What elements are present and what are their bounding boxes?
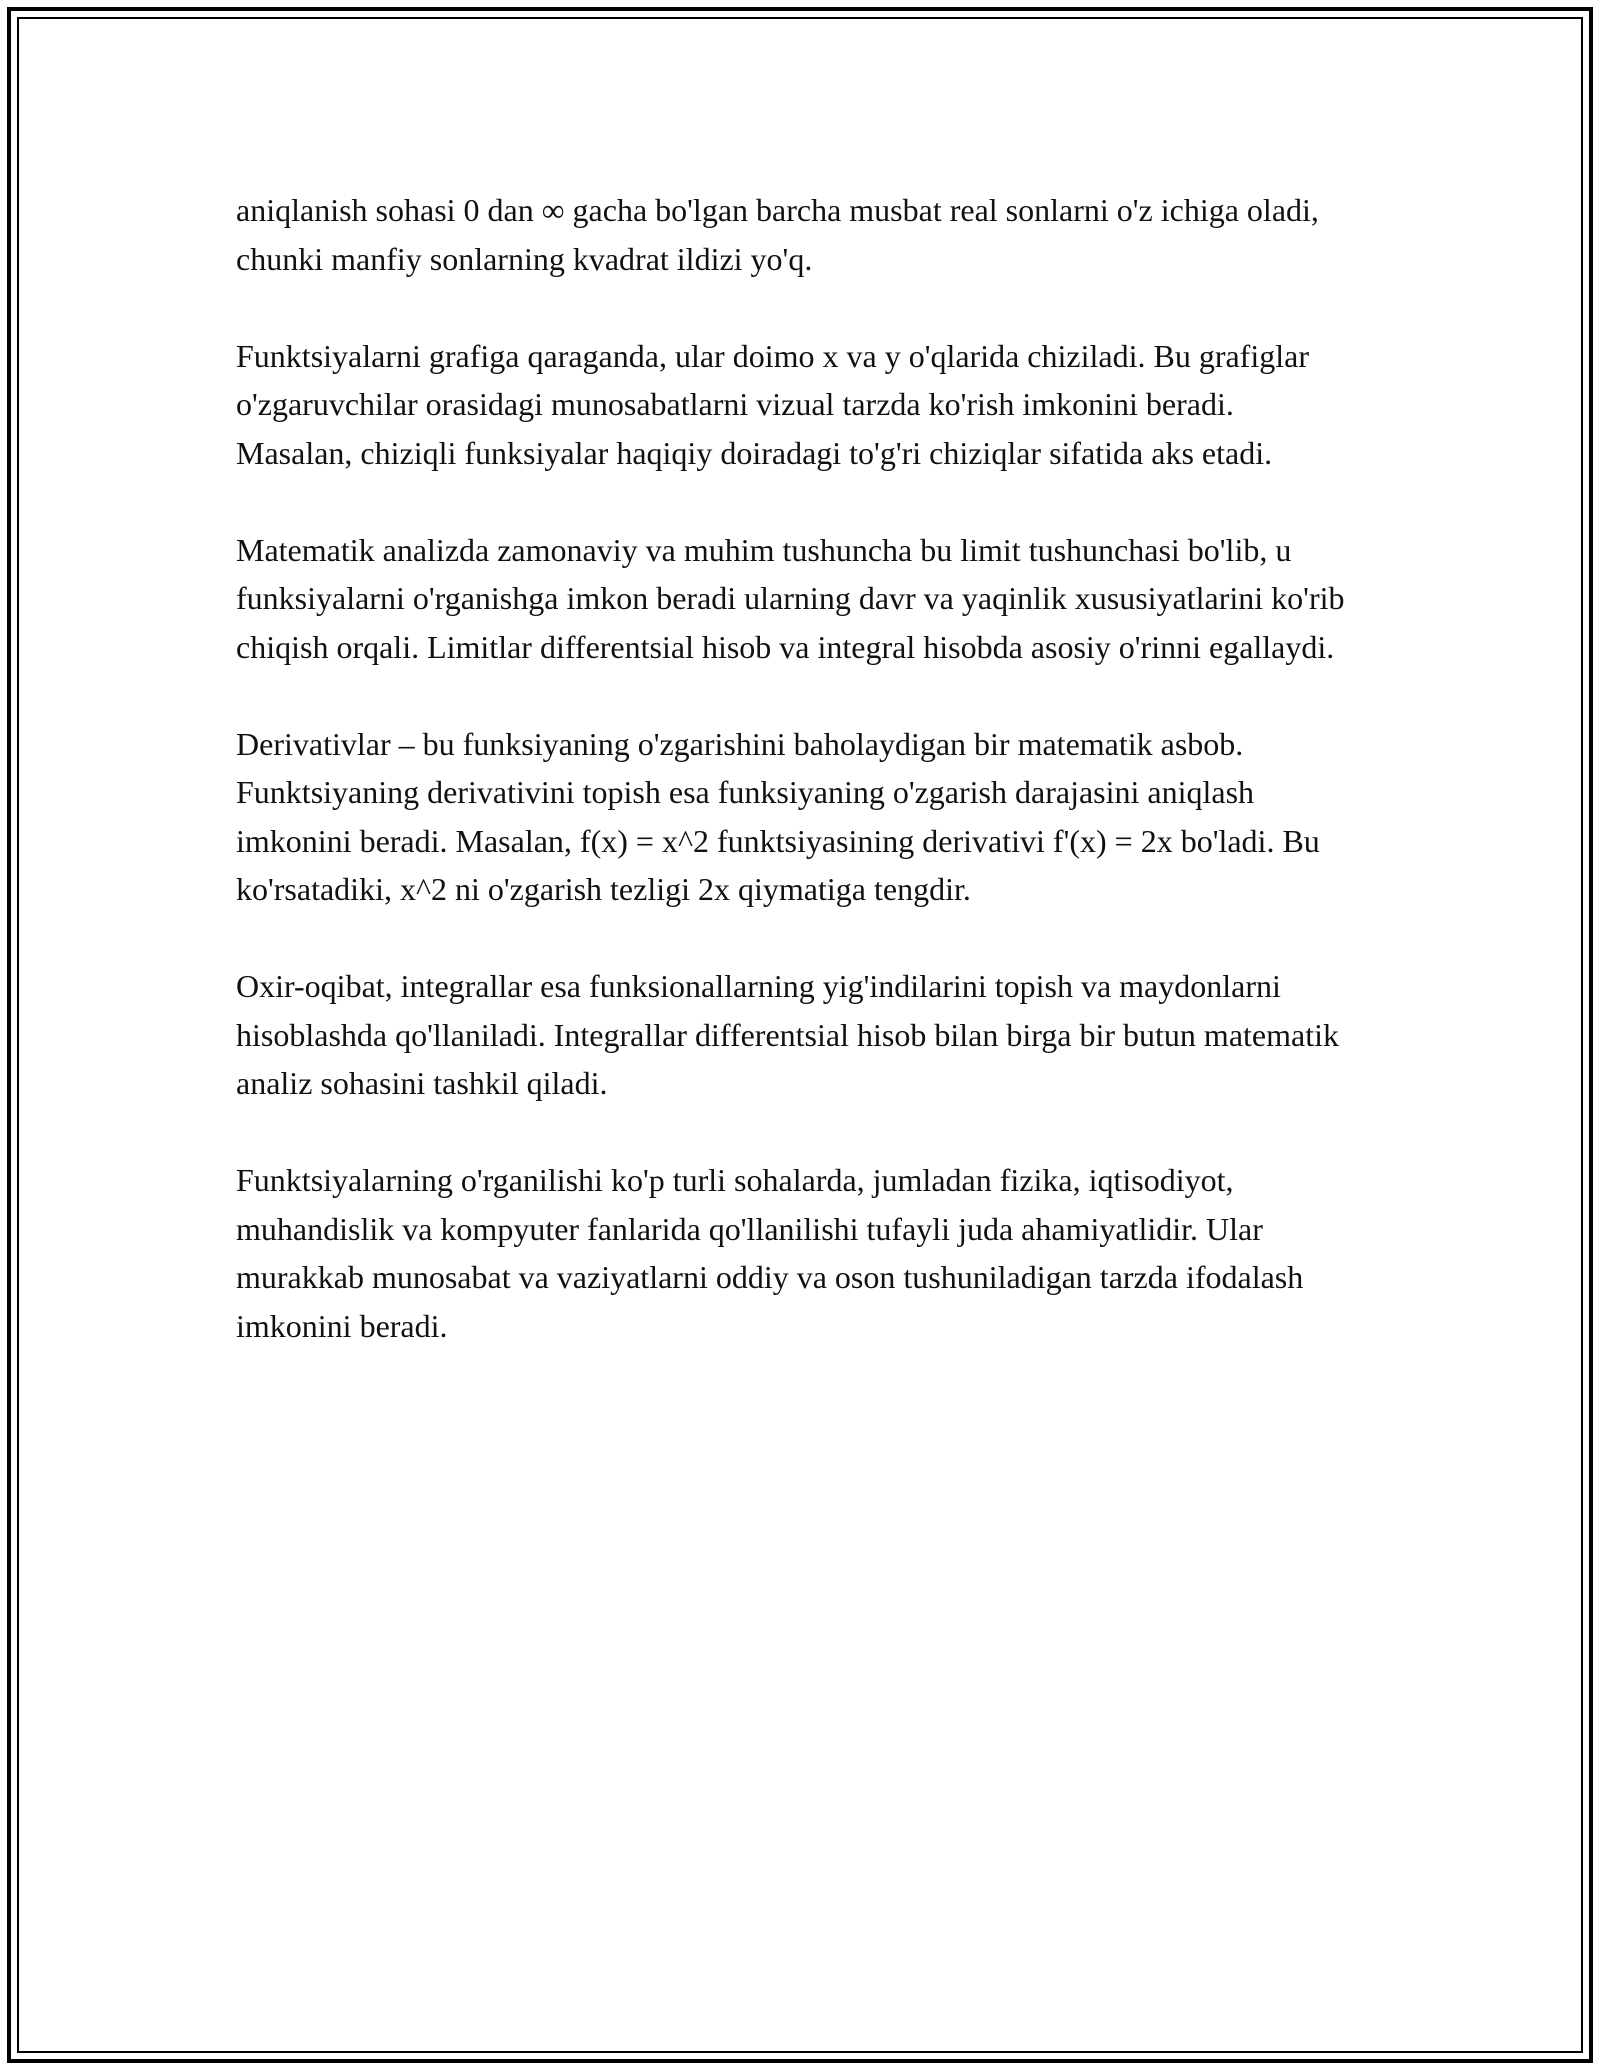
- document-body: [236, 186, 1356, 1399]
- paragraph: Funktsiyalarning o'rganilishi ko'p turli sohalarda, jumladan fizika, iqtisodiyot, muhandislik va kompyuter fanlarida qo'llanilishi tufayli juda ahamiyatlidir. Ular murakkab munosabat va vaziyatlarni oddiy va oson tushuniladigan tarzda ifodalash imkonini beradi.: [236, 1162, 1304, 1344]
- paragraph: Funktsiyalarni grafiga qaraganda, ular doimo x va y o'qlarida chiziladi. Bu grafiglar o'zgaruvchilar orasidagi munosabatlarni vizual tarzda ko'rish imkonini beradi. Masalan, chiziqli funksiyalar haqiqiy doiradagi to'g'ri chiziqlar sifatida aks etadi.: [236, 337, 1309, 471]
- paragraph: Derivativlar – bu funksiyaning o'zgarishini baholaydigan bir matematik asbob. Funktsiyaning derivativini topish esa funksiyaning o'zgarish darajasini aniqlash imkonini beradi. Masalan, f(x) = x^2 funktsiyasining derivativi f'(x) = 2x bo'ladi. Bu ko'rsatadiki, x^2 ni o'zgarish tezligi 2x qiymatiga tengdir.: [236, 725, 1320, 907]
- paragraph: aniqlanish sohasi 0 dan ∞ gacha bo'lgan barcha musbat real sonlarni o'z ichiga oladi, chunki manfiy sonlarning kvadrat ildizi yo'q.: [236, 192, 1319, 277]
- paragraph: Matematik analizda zamonaviy va muhim tushuncha bu limit tushunchasi bo'lib, u funksiyalarni o'rganishga imkon beradi ularning davr va yaqinlik xususiyatlarini ko'rib chiqish orqali. Limitlar differentsial hisob va integral hisobda asosiy o'rinni egallaydi.: [236, 531, 1345, 665]
- paragraph: Oxir-oqibat, integrallar esa funksionallarning yig'indilarini topish va maydonlarni hisoblashda qo'llaniladi. Integrallar differentsial hisob bilan birga bir butun matematik analiz sohasini tashkil qiladi.: [236, 968, 1339, 1101]
